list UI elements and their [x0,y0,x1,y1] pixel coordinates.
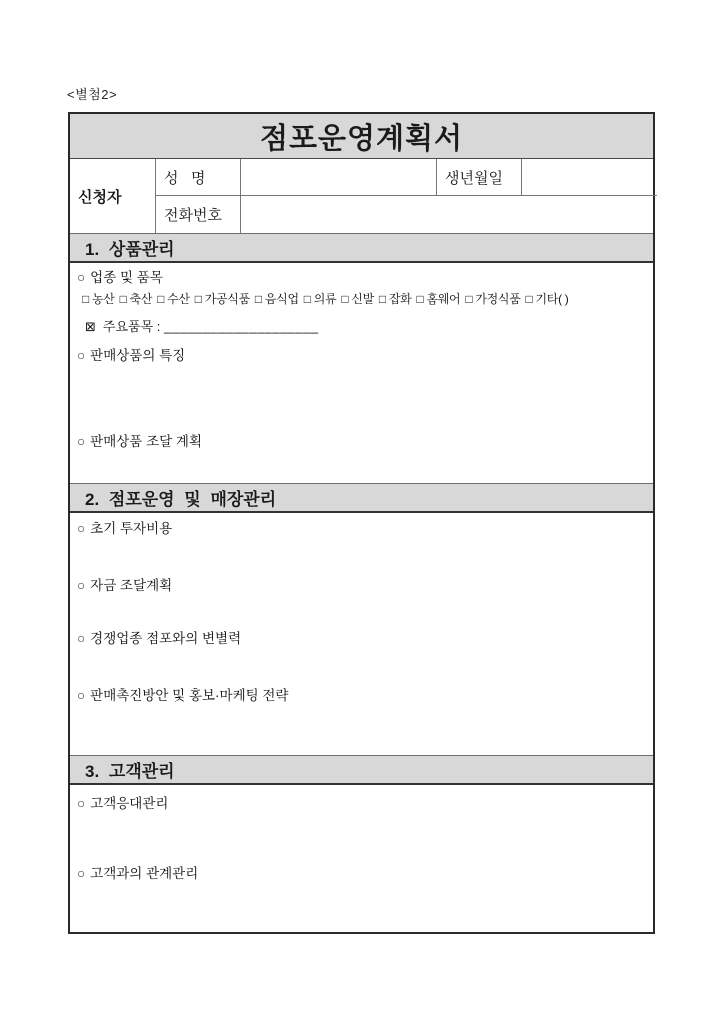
applicant-group-label: 신청자 [70,159,156,233]
category-checkbox-option[interactable]: □ 의류 [303,292,337,306]
attachment-label: <별첨2> [67,87,118,102]
item-label: 초기 투자비용 [90,521,173,536]
item-product-features [77,344,185,364]
item-procurement-plan [77,430,202,450]
item-label: 판매상품의 특징 [90,348,186,363]
major-items-fill-in-line[interactable]: ____________________ [164,319,319,334]
category-checkbox-option[interactable]: □ 농산 [82,292,115,306]
item-customer-service [77,792,168,812]
name-input-cell[interactable] [241,159,437,196]
birthdate-label: 생년월일 [437,159,522,196]
item-industry-and-items [77,266,163,286]
item-label: 자금 조달계획 [90,578,173,593]
circle-bullet-icon: ○ [77,348,86,363]
circle-bullet-icon: ○ [77,270,86,285]
checked-box-icon: ⊠ [85,319,96,334]
category-checkbox-option[interactable]: □ 신발 [341,292,374,306]
item-label: 고객응대관리 [90,796,169,811]
item-label: 업종 및 품목 [90,270,163,285]
section-heading-product-management: 1. 상품관리 [70,233,653,263]
circle-bullet-icon: ○ [77,434,86,449]
item-label: 판매촉진방안 및 홍보·마케팅 전략 [90,688,289,703]
item-label: 경쟁업종 점포와의 변별력 [90,631,242,646]
circle-bullet-icon: ○ [77,521,86,536]
category-checkbox-option[interactable]: □ 잡화 [378,292,412,306]
name-label: 성 명 [156,159,241,196]
phone-label: 전화번호 [156,196,241,233]
circle-bullet-icon: ○ [77,796,86,811]
circle-bullet-icon: ○ [77,866,86,881]
birthdate-input-cell[interactable] [522,159,657,196]
item-label: 판매상품 조달 계획 [90,434,202,449]
section-heading-store-operation: 2. 점포운영 및 매장관리 [70,483,653,513]
category-checkbox-option[interactable]: □ 수산 [157,292,190,306]
item-major-items [85,316,319,335]
item-funding-plan [77,574,172,594]
category-checkbox-option[interactable]: □ 가정식품 [465,292,521,306]
major-items-label: 주요품목 : [102,319,161,334]
item-differentiation [77,627,241,647]
item-customer-relationship [77,862,198,882]
item-label: 고객과의 관계관리 [90,866,199,881]
applicant-info-block [70,159,653,233]
category-checkbox-option[interactable]: □ 기타( ) [525,292,569,306]
category-checkbox-option[interactable]: □ 음식업 [254,292,299,306]
phone-input-cell[interactable] [241,196,657,233]
store-operation-plan-form [68,112,655,934]
item-initial-investment [77,517,172,537]
circle-bullet-icon: ○ [77,578,86,593]
section-heading-customer-management: 3. 고객관리 [70,755,653,785]
category-checkbox-row [82,290,574,307]
form-title: 점포운영계획서 [70,114,653,159]
circle-bullet-icon: ○ [77,688,86,703]
category-checkbox-option[interactable]: □ 홈웨어 [416,292,461,306]
category-checkbox-option[interactable]: □ 축산 [119,292,153,306]
item-promotion-strategy [77,684,288,704]
circle-bullet-icon: ○ [77,631,86,646]
category-checkbox-option[interactable]: □ 가공식품 [194,292,250,306]
